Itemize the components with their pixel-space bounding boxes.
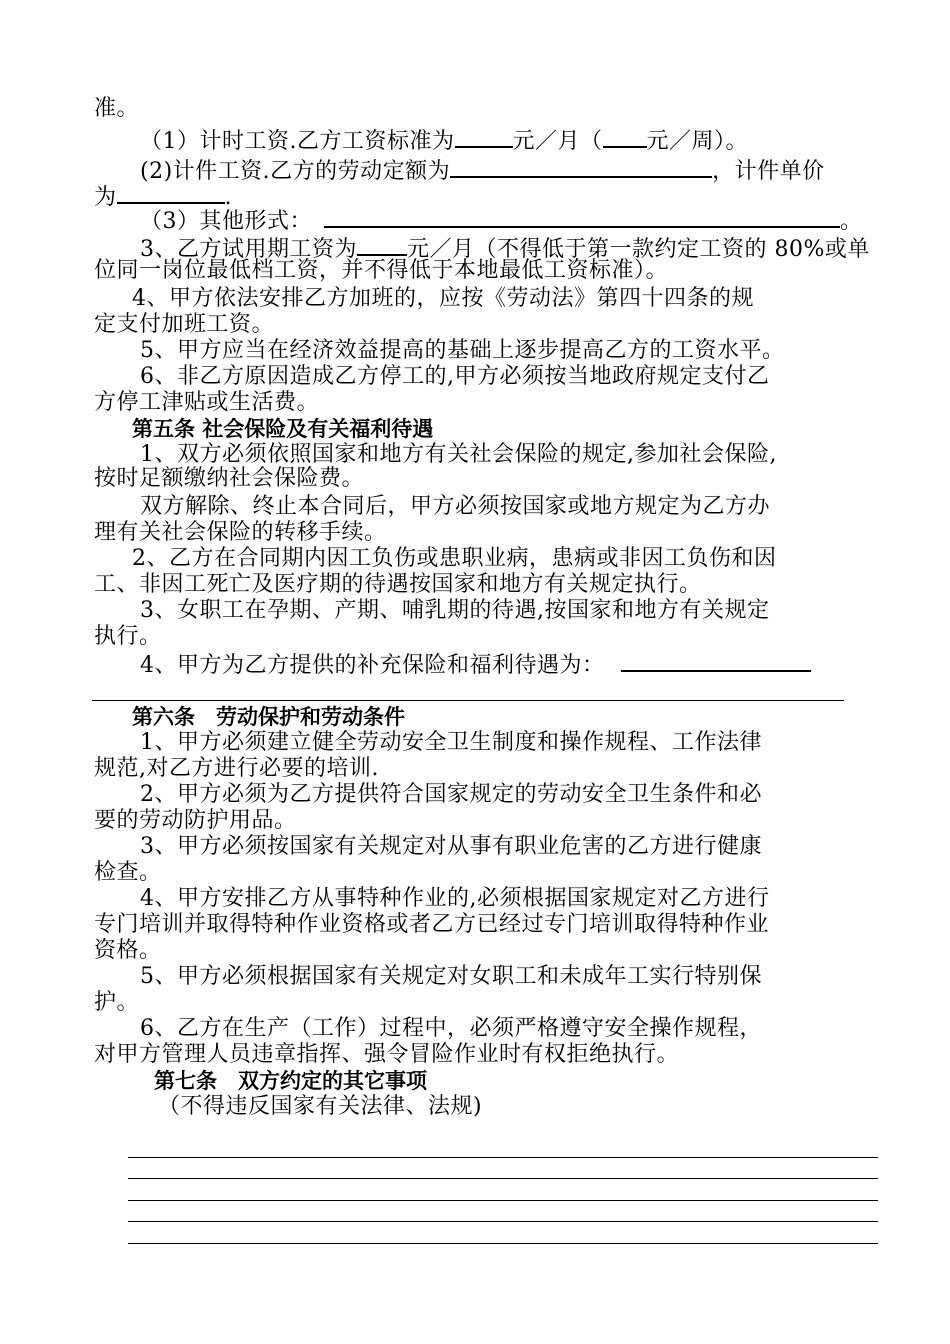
piece-price-line: 为 . [94, 182, 950, 211]
section-7-heading: 第七条 双方约定的其它事项 [154, 1069, 427, 1093]
insurance-transfer-line-2: 理有关社会保险的转移手续。 [94, 520, 387, 545]
wage-increase-line: 5、甲方应当在经济效益提高的基础上逐步提高乙方的工资水平。 [140, 338, 785, 363]
work-stoppage-line-2: 方停工津贴或生活费。 [94, 390, 320, 415]
hourly-wage-line: （1）计时工资.乙方工资标准为 元／月（ 元／周）。 [140, 126, 950, 155]
injury-benefit-line-2: 工、非因工死亡及医疗期的待遇按国家和地方有关规定执行。 [94, 572, 702, 597]
section-7-note: （不得违反国家有关法律、法规) [158, 1094, 483, 1119]
other-matters-line-2[interactable] [128, 1178, 878, 1179]
other-matters-line-3[interactable] [128, 1200, 878, 1201]
female-worker-line: 3、女职工在孕期、产期、哺乳期的待遇,按国家和地方有关规定 [140, 598, 770, 623]
protective-gear-line: 2、甲方必须为乙方提供符合国家规定的劳动安全卫生条件和必 [140, 782, 762, 807]
safety-compliance-line-2: 对甲方管理人员违章指挥、强令冒险作业时有权拒绝执行。 [94, 1042, 680, 1067]
probation-wage-blank[interactable] [357, 234, 407, 256]
health-check-line: 3、甲方必须按国家有关规定对从事有职业危害的乙方进行健康 [140, 834, 762, 859]
overtime-line: 4、甲方依法安排乙方加班的，应按《劳动法》第四十四条的规 [132, 286, 754, 311]
safety-compliance-line: 6、乙方在生产（工作）过程中，必须严格遵守安全操作规程， [140, 1016, 762, 1041]
social-insurance-line: 1、双方必须依照国家和地方有关社会保险的规定,参加社会保险, [140, 442, 777, 467]
section-5-heading: 第五条 社会保险及有关福利待遇 [132, 417, 434, 441]
special-work-line-3: 资格。 [94, 938, 162, 963]
probation-wage-line-2: 位同一岗位最低档工资，并不得低于本地最低工资标准）。 [94, 258, 669, 283]
injury-benefit-line: 2、乙方在合同期内因工负伤或患职业病，患病或非因工负伤和因 [132, 546, 777, 571]
special-work-line: 4、甲方安排乙方从事特种作业的,必须根据国家规定对乙方进行 [140, 886, 770, 911]
other-matters-line-1[interactable] [128, 1157, 878, 1158]
insurance-transfer-line: 双方解除、终止本合同后，甲方必须按国家或地方规定为乙方办 [140, 494, 771, 519]
supplementary-benefit-line: 4、甲方为乙方提供的补充保险和福利待遇为： [140, 650, 950, 679]
other-form-blank[interactable] [324, 206, 840, 228]
other-matters-line-4[interactable] [128, 1221, 878, 1222]
weekly-wage-blank[interactable] [603, 126, 647, 148]
social-insurance-line-2: 按时足额缴纳社会保险费。 [94, 466, 365, 491]
monthly-wage-blank[interactable] [455, 126, 513, 148]
protective-gear-line-2: 要的劳动防护用品。 [94, 808, 297, 833]
supplementary-benefit-blank[interactable] [621, 650, 811, 672]
piece-wage-line: (2)计件工资.乙方的劳动定额为 ，计件单价 [140, 156, 950, 185]
other-form-line: （3）其他形式： 。 [140, 206, 950, 235]
work-stoppage-line: 6、非乙方原因造成乙方停工的,甲方必须按当地政府规定支付乙 [140, 364, 770, 389]
labor-quota-blank[interactable] [450, 156, 712, 178]
wage-standard-end: 准。 [94, 96, 140, 121]
section-6-heading: 第六条 劳动保护和劳动条件 [132, 705, 405, 729]
piece-price-blank[interactable] [117, 182, 225, 204]
safety-system-line-2: 规范,对乙方进行必要的培训. [94, 756, 379, 781]
special-work-line-2: 专门培训并取得特种作业资格或者乙方已经过专门培训取得特种作业 [94, 912, 770, 937]
female-worker-line-2: 执行。 [94, 624, 162, 649]
special-protection-line: 5、甲方必须根据国家有关规定对女职工和未成年工实行特别保 [140, 964, 762, 989]
other-matters-line-5[interactable] [128, 1243, 878, 1244]
safety-system-line: 1、甲方必须建立健全劳动安全卫生制度和操作规程、工作法律 [140, 730, 762, 755]
overtime-line-2: 定支付加班工资。 [94, 312, 275, 337]
supplementary-benefit-blank-2[interactable] [92, 700, 844, 701]
health-check-line-2: 检查。 [94, 860, 162, 885]
special-protection-line-2: 护。 [94, 990, 140, 1015]
probation-wage-line: 3、乙方试用期工资为 元／月（不得低于第一款约定工资的 80%或单 [140, 234, 950, 263]
